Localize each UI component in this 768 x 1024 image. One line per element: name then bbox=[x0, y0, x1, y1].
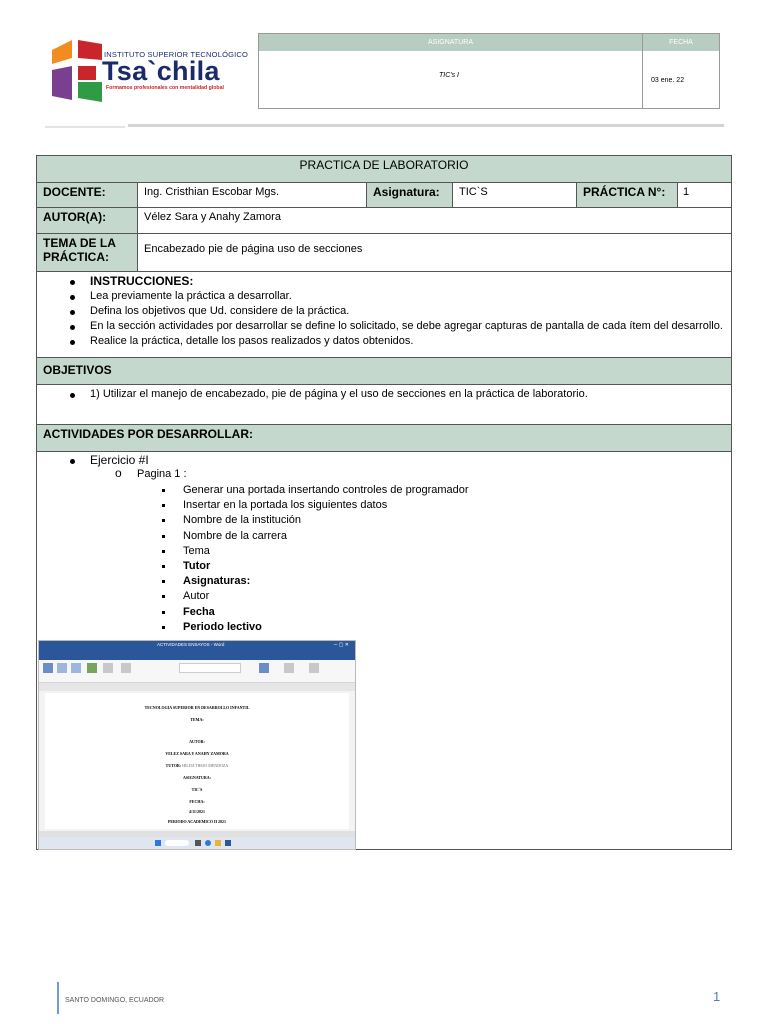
page-number: 1 bbox=[713, 989, 721, 1004]
bullet-icon bbox=[70, 325, 75, 330]
doc-line: AUTOR: bbox=[189, 739, 205, 744]
docente-label: DOCENTE: bbox=[43, 185, 106, 199]
tema-label-line2: PRÁCTICA: bbox=[43, 250, 109, 264]
square-bullet-icon bbox=[162, 611, 165, 614]
circle-bullet-icon: o bbox=[115, 466, 122, 480]
square-bullet-icon bbox=[162, 489, 165, 492]
autor-label: AUTOR(A): bbox=[43, 210, 107, 224]
word-titlebar bbox=[39, 641, 355, 651]
bullet-icon bbox=[70, 310, 75, 315]
objetivo-item: 1) Utilizar el manejo de encabezado, pie de página y el uso de secciones en la práctica de laboratorio. bbox=[90, 388, 588, 400]
square-bullet-icon bbox=[162, 504, 165, 507]
bullet-icon bbox=[70, 393, 75, 398]
header-rule bbox=[128, 124, 724, 127]
activity-item: Fecha bbox=[183, 605, 215, 618]
square-bullet-icon bbox=[162, 550, 165, 553]
activity-item: Periodo lectivo bbox=[183, 620, 262, 633]
instruccion-item: Lea previamente la práctica a desarrollar. bbox=[90, 290, 292, 302]
instruccion-item: Realice la práctica, detalle los pasos realizados y datos obtenidos. bbox=[90, 335, 414, 347]
fecha-value: 03 ene. 22 bbox=[651, 77, 685, 84]
table-title-row bbox=[37, 156, 731, 183]
practica-value: 1 bbox=[683, 186, 690, 198]
footer-location: SANTO DOMINGO, ECUADOR bbox=[65, 997, 165, 1004]
activity-item: Tema bbox=[183, 544, 210, 557]
doc-line: TECNOLOGIA SUPERIOR EN DESARROLLO INFANTIL bbox=[144, 705, 250, 710]
doc-line: FECHA: bbox=[189, 799, 205, 804]
square-bullet-icon bbox=[162, 565, 165, 568]
windows-taskbar bbox=[39, 837, 355, 850]
doc-line: TEMA: bbox=[190, 717, 204, 722]
asignatura-label: Asignatura: bbox=[373, 185, 440, 199]
institute-logo bbox=[52, 40, 249, 102]
tema-row bbox=[37, 234, 731, 272]
actividades-header-row bbox=[37, 425, 731, 452]
autor-row bbox=[37, 208, 731, 234]
window-controls-icon: ─ ▢ ✕ bbox=[333, 642, 349, 648]
instrucciones-title: INSTRUCCIONES: bbox=[90, 274, 194, 288]
bullet-icon bbox=[70, 340, 75, 345]
logo-tagline: Formamos profesionales con mentalidad global bbox=[106, 85, 224, 91]
pagina-label: Pagina 1 : bbox=[137, 468, 187, 480]
tema-value: Encabezado pie de página uso de secciones bbox=[144, 243, 363, 255]
activity-item: Asignaturas: bbox=[183, 575, 251, 588]
footer-accent-bar bbox=[57, 982, 59, 1014]
practica-label: PRÁCTICA N°: bbox=[583, 185, 666, 199]
logo-title: INSTITUTO SUPERIOR TECNOLÓGICO bbox=[104, 50, 249, 59]
table-title: PRACTICA DE LABORATORIO bbox=[299, 158, 469, 172]
activity-item: Nombre de la institución bbox=[183, 514, 302, 527]
objetivos-label: OBJETIVOS bbox=[43, 363, 112, 377]
objetivos-row bbox=[37, 385, 731, 425]
header-divider bbox=[642, 34, 643, 108]
activity-item: Tutor bbox=[183, 560, 211, 572]
asignatura-value: TIC's I bbox=[439, 72, 460, 79]
square-bullet-icon bbox=[162, 595, 165, 598]
doc-line: ASIGNATURA: bbox=[183, 775, 211, 780]
square-bullet-icon bbox=[162, 626, 165, 629]
bullet-icon bbox=[70, 295, 75, 300]
asignatura-table-value: TIC`S bbox=[459, 186, 488, 198]
word-menu-tabs bbox=[39, 651, 355, 660]
instrucciones-row bbox=[37, 272, 731, 358]
ejercicio-label: Ejercicio #I bbox=[90, 453, 149, 467]
tema-label-line1: TEMA DE LA bbox=[43, 236, 116, 250]
header-info-table bbox=[258, 33, 720, 109]
logo-cross-icon bbox=[52, 40, 104, 102]
doc-tutor-line: TUTOR: HILDA TREJO MENDOZA bbox=[165, 763, 229, 768]
bullet-icon bbox=[70, 459, 75, 464]
bullet-icon bbox=[70, 280, 75, 285]
activity-item: Autor bbox=[183, 590, 210, 603]
word-screenshot bbox=[38, 640, 356, 850]
square-bullet-icon bbox=[162, 580, 165, 583]
activity-item: Insertar en la portada los siguientes datos bbox=[183, 499, 388, 512]
logo-name: Tsa`chila bbox=[102, 56, 220, 86]
activity-item: Nombre de la carrera bbox=[183, 529, 287, 542]
fecha-header: FECHA bbox=[643, 34, 719, 51]
activity-item: Generar una portada insertando controles de programador bbox=[183, 484, 469, 496]
word-ruler bbox=[39, 683, 355, 691]
actividades-label: ACTIVIDADES POR DESARROLLAR: bbox=[43, 427, 254, 441]
docente-row bbox=[37, 183, 731, 208]
autor-value: Vélez Sara y Anahy Zamora bbox=[144, 211, 281, 223]
doc-line: PERIODO ACADEMICO II 2021 bbox=[167, 819, 227, 824]
square-bullet-icon bbox=[162, 535, 165, 538]
header-rule-left bbox=[45, 126, 125, 128]
objetivos-header-row bbox=[37, 358, 731, 385]
word-document-page bbox=[45, 693, 349, 829]
word-window-title: ACTIVIDADES ENSAYOS - Word bbox=[157, 642, 225, 647]
instruccion-item: Defina los objetivos que Ud. considere de la práctica. bbox=[90, 305, 350, 317]
doc-line: VELEZ SARA Y ANAHY ZAMORA bbox=[165, 751, 229, 756]
doc-line: TIC`S bbox=[191, 787, 203, 792]
square-bullet-icon bbox=[162, 519, 165, 522]
doc-line: 4/11/2021 bbox=[188, 809, 205, 814]
instruccion-item: En la sección actividades por desarrollar se define lo solicitado, se debe agregar capturas de pantalla de cada ítem del desarrollo. bbox=[90, 320, 723, 332]
docente-value: Ing. Cristhian Escobar Mgs. bbox=[144, 186, 280, 198]
word-ribbon bbox=[39, 660, 355, 683]
asignatura-header: ASIGNATURA bbox=[259, 34, 642, 51]
